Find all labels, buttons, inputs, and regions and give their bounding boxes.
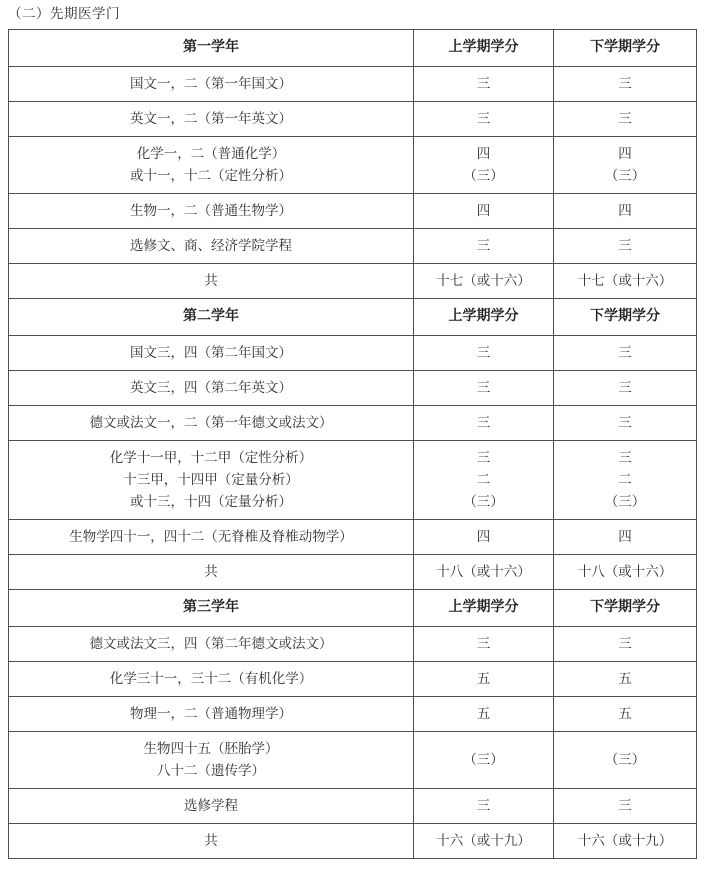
course-row <box>9 194 697 229</box>
text-line: 或十三，十四（定量分析） <box>130 494 292 509</box>
course-row <box>9 824 697 859</box>
text-line: 德文或法文一，二（第一年德文或法文） <box>89 415 333 430</box>
sem1-credit-cell <box>414 194 554 229</box>
text-line: 四 <box>618 529 632 544</box>
text-line: 五 <box>618 671 632 686</box>
course-row <box>9 137 697 194</box>
text-line: 十八（或十六） <box>577 564 673 579</box>
text-line: 四 <box>476 203 491 218</box>
course-cell <box>9 194 414 229</box>
text-line: 三 <box>618 380 632 395</box>
sem1-credit-cell <box>414 627 554 662</box>
course-cell <box>9 697 414 732</box>
text-line: （三） <box>463 494 504 509</box>
text-line: 三 <box>476 450 491 465</box>
text-line: 德文或法文三，四（第二年德文或法文） <box>89 636 333 651</box>
text-line: 三 <box>476 345 491 360</box>
course-row <box>9 732 697 789</box>
sem2-credit-cell <box>554 264 697 299</box>
sem1-header-cell: 上学期学分 <box>414 299 554 336</box>
course-cell <box>9 137 414 194</box>
text-line: 五 <box>476 706 491 721</box>
sem1-credit-cell <box>414 732 554 789</box>
text-line: 八十二（遗传学） <box>157 763 265 778</box>
text-line: 三 <box>476 380 491 395</box>
sem2-credit-cell <box>554 441 697 520</box>
text-line: 三 <box>476 636 491 651</box>
year-header-cell: 第二学年 <box>9 299 414 336</box>
text-line: （三） <box>604 168 646 183</box>
text-line: 三 <box>476 76 491 91</box>
sem1-credit-cell <box>414 441 554 520</box>
text-line: 英文一，二（第一年英文） <box>130 111 292 126</box>
text-line: 四 <box>476 529 491 544</box>
course-cell <box>9 627 414 662</box>
course-cell <box>9 229 414 264</box>
text-line: 生物四十五（胚胎学） <box>143 741 279 756</box>
text-line: 国文一，二（第一年国文） <box>130 76 292 91</box>
sem1-credit-cell <box>414 406 554 441</box>
text-line: 共 <box>204 564 218 579</box>
section-header-row-1 <box>9 30 697 67</box>
course-cell <box>9 102 414 137</box>
text-line: 英文三，四（第二年英文） <box>130 380 292 395</box>
section-header-row-2 <box>9 299 697 336</box>
sem1-credit-cell <box>414 371 554 406</box>
sem2-credit-cell <box>554 194 697 229</box>
sem1-credit-cell <box>414 336 554 371</box>
text-line: 三 <box>618 415 632 430</box>
text-line: （三） <box>604 494 646 509</box>
course-row <box>9 264 697 299</box>
text-line: 化学一，二（普通化学） <box>136 146 286 161</box>
course-row <box>9 555 697 590</box>
text-line: 或十一，十二（定性分析） <box>130 168 292 183</box>
text-line: 十七（或十六） <box>436 273 531 288</box>
text-line: 四 <box>618 146 632 161</box>
course-row <box>9 662 697 697</box>
sem2-credit-cell <box>554 67 697 102</box>
course-cell <box>9 662 414 697</box>
curriculum-table <box>8 29 697 859</box>
course-row <box>9 102 697 137</box>
text-line: 三 <box>618 111 632 126</box>
text-line: 十八（或十六） <box>436 564 531 579</box>
text-line: 十三甲，十四甲（定量分析） <box>123 472 299 487</box>
course-row <box>9 520 697 555</box>
text-line: 十六（或十九） <box>436 833 531 848</box>
text-line: 四 <box>476 146 491 161</box>
text-line: 共 <box>204 273 218 288</box>
course-row <box>9 406 697 441</box>
sem2-credit-cell <box>554 520 697 555</box>
sem2-credit-cell <box>554 697 697 732</box>
text-line: 三 <box>476 111 491 126</box>
sem1-credit-cell <box>414 824 554 859</box>
text-line: 化学三十一，三十二（有机化学） <box>109 671 313 686</box>
sem1-credit-cell <box>414 555 554 590</box>
course-row <box>9 336 697 371</box>
text-line: 四 <box>618 203 632 218</box>
course-cell <box>9 789 414 824</box>
text-line: 三 <box>618 798 632 813</box>
course-row <box>9 627 697 662</box>
sem2-credit-cell <box>554 102 697 137</box>
sem1-credit-cell <box>414 229 554 264</box>
sem1-credit-cell <box>414 67 554 102</box>
sem2-credit-cell <box>554 627 697 662</box>
text-line: 三 <box>618 450 632 465</box>
text-line: 共 <box>204 833 218 848</box>
text-line: 三 <box>618 345 632 360</box>
section-header-row-3 <box>9 590 697 627</box>
text-line: 十六（或十九） <box>577 833 673 848</box>
text-line: 生物一，二（普通生物学） <box>130 203 292 218</box>
sem2-credit-cell <box>554 137 697 194</box>
text-line: 五 <box>618 706 632 721</box>
sem2-header-cell: 下学期学分 <box>554 299 697 336</box>
text-line: （三） <box>463 752 504 767</box>
text-line: （三） <box>604 752 646 767</box>
text-line: 三 <box>618 238 632 253</box>
course-row <box>9 697 697 732</box>
sem1-credit-cell <box>414 662 554 697</box>
course-cell <box>9 371 414 406</box>
course-row <box>9 67 697 102</box>
text-line: 生物学四十一，四十二（无脊椎及脊椎动物学） <box>69 529 353 544</box>
text-line: 三 <box>476 415 491 430</box>
text-line: 选修学程 <box>184 798 238 813</box>
course-cell <box>9 555 414 590</box>
sem2-credit-cell <box>554 824 697 859</box>
sem1-credit-cell <box>414 697 554 732</box>
sem1-header-cell: 上学期学分 <box>414 590 554 627</box>
sem2-credit-cell <box>554 336 697 371</box>
text-line: 三 <box>476 238 491 253</box>
text-line: 三 <box>476 798 491 813</box>
year-header-cell: 第三学年 <box>9 590 414 627</box>
text-line: 二 <box>476 472 491 487</box>
course-cell <box>9 336 414 371</box>
sem1-header-cell: 上学期学分 <box>414 30 554 67</box>
course-cell <box>9 264 414 299</box>
sem1-credit-cell <box>414 789 554 824</box>
curriculum-table-body <box>9 30 697 859</box>
course-cell <box>9 824 414 859</box>
sem2-credit-cell <box>554 371 697 406</box>
text-line: 国文三，四（第二年国文） <box>130 345 292 360</box>
text-line: 十七（或十六） <box>577 273 673 288</box>
sem2-credit-cell <box>554 789 697 824</box>
text-line: 二 <box>618 472 632 487</box>
text-line: 五 <box>476 671 491 686</box>
course-cell <box>9 732 414 789</box>
text-line: 选修文、商、经济学院学程 <box>130 238 292 253</box>
text-line: 三 <box>618 76 632 91</box>
course-row <box>9 371 697 406</box>
text-line: 化学十一甲，十二甲（定性分析） <box>109 450 313 465</box>
course-cell <box>9 67 414 102</box>
sem1-credit-cell <box>414 102 554 137</box>
sem2-header-cell: 下学期学分 <box>554 30 697 67</box>
text-line: 三 <box>618 636 632 651</box>
year-header-cell: 第一学年 <box>9 30 414 67</box>
sem1-credit-cell <box>414 520 554 555</box>
sem2-credit-cell <box>554 229 697 264</box>
course-row <box>9 229 697 264</box>
sem2-credit-cell <box>554 406 697 441</box>
sem2-header-cell: 下学期学分 <box>554 590 697 627</box>
sem1-credit-cell <box>414 264 554 299</box>
course-row <box>9 441 697 520</box>
text-line: 物理一，二（普通物理学） <box>130 706 292 721</box>
text-line: （三） <box>463 168 504 183</box>
sem2-credit-cell <box>554 555 697 590</box>
course-cell <box>9 520 414 555</box>
section-title: （二）先期医学门 <box>8 6 120 21</box>
course-cell <box>9 441 414 520</box>
sem2-credit-cell <box>554 662 697 697</box>
sem1-credit-cell <box>414 137 554 194</box>
course-row <box>9 789 697 824</box>
sem2-credit-cell <box>554 732 697 789</box>
course-cell <box>9 406 414 441</box>
